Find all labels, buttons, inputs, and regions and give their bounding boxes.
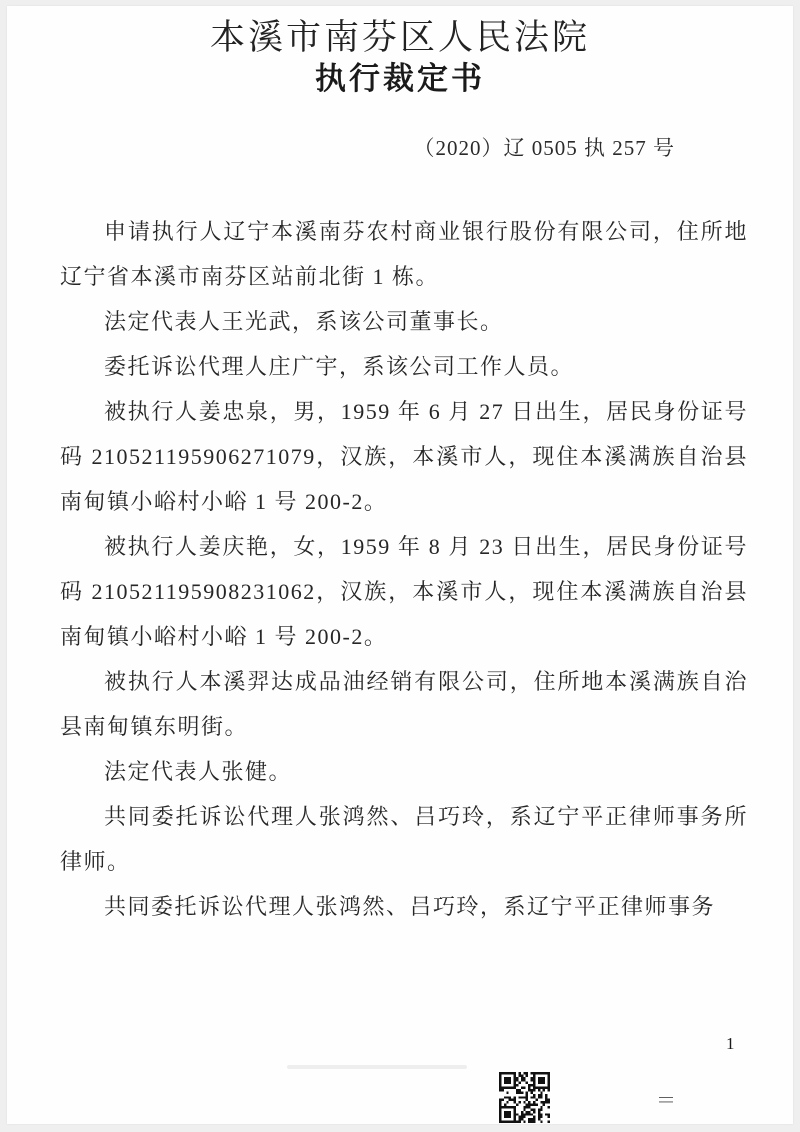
court-name-heading: 本溪市南芬区人民法院 — [209, 18, 590, 57]
paragraph-respondent-2: 被执行人姜庆艳，女，1959 年 8 月 23 日出生，居民身份证号码 210521195908231062，汉族，本溪市人，现住本溪满族自治县南甸镇小峪村小峪 1 号 200-2。 — [60, 534, 748, 649]
equals-mark: ＝ — [656, 1090, 676, 1112]
page-number: 1 — [726, 1034, 735, 1053]
qr-code-image — [497, 1072, 552, 1123]
document-title: 执行裁定书 — [315, 61, 485, 96]
paragraph-joint-agents-2: 共同委托诉讼代理人张鸿然、吕巧玲，系辽宁平正律师事务 — [104, 894, 716, 919]
qr-code-icon — [497, 1072, 552, 1123]
paragraph-applicant: 申请执行人辽宁本溪南芬农村商业银行股份有限公司，住所地辽宁省本溪市南芬区站前北街 1 栋。 — [60, 219, 748, 289]
paragraph-legal-rep-1: 法定代表人王光武，系该公司董事长。 — [104, 309, 504, 334]
document-page — [7, 6, 793, 1124]
paragraph-joint-agents-1: 共同委托诉讼代理人张鸿然、吕巧玲，系辽宁平正律师事务所律师。 — [60, 804, 748, 874]
paragraph-respondent-3: 被执行人本溪羿达成品油经销有限公司，住所地本溪满族自治县南甸镇东明街。 — [60, 669, 748, 739]
paragraph-legal-rep-2: 法定代表人张健。 — [104, 759, 293, 784]
paragraph-respondent-1: 被执行人姜忠泉，男，1959 年 6 月 27 日出生，居民身份证号码 210521195906271079，汉族，本溪市人，现住本溪满族自治县南甸镇小峪村小峪 1 号 200-2。 — [60, 399, 748, 514]
paragraph-agent-1: 委托诉讼代理人庄广宇，系该公司工作人员。 — [104, 354, 575, 379]
scan-artifact — [287, 1065, 467, 1069]
document-body — [60, 209, 748, 929]
case-number: （2020）辽 0505 执 257 号 — [413, 136, 675, 160]
